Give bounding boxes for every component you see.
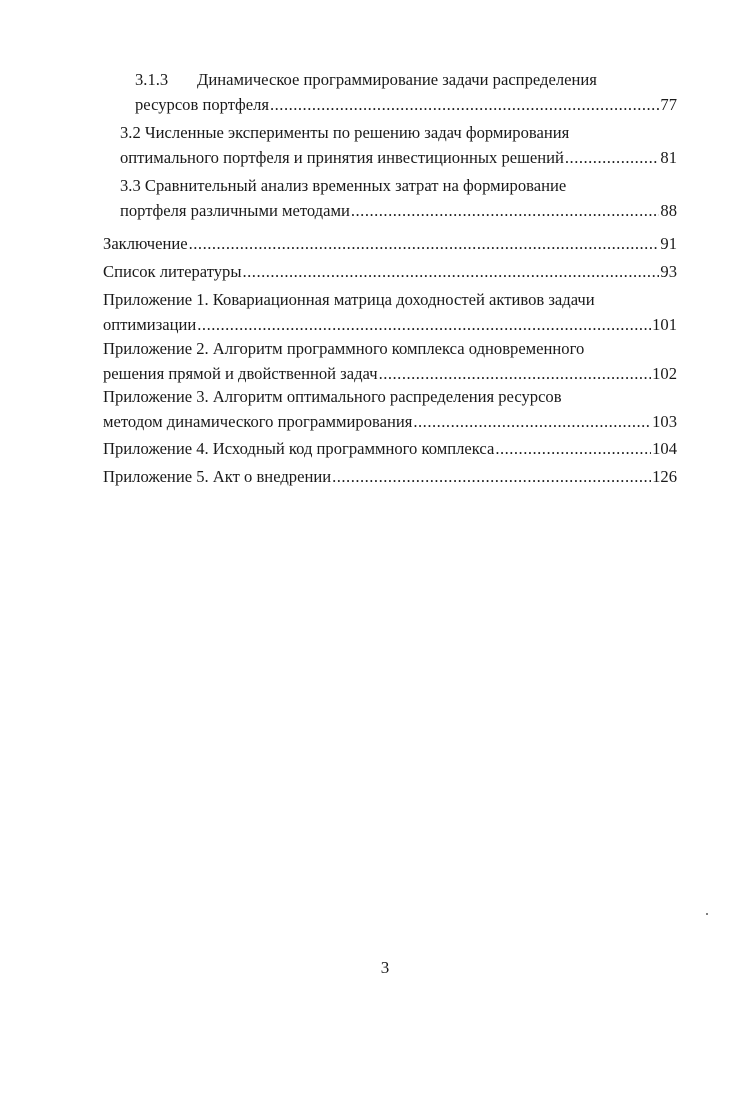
page-number: 3 bbox=[380, 958, 390, 977]
toc-leader-dots bbox=[351, 201, 660, 221]
toc-leader-dots bbox=[413, 412, 651, 432]
toc-entry-title: 3.2 Численные эксперименты по решению задач формирования bbox=[120, 123, 570, 142]
toc-entry-title: Приложение 2. Алгоритм программного комплекса одновременного bbox=[103, 339, 585, 358]
toc-entry-number: 3.1.3 bbox=[135, 70, 169, 89]
toc-entry-title: Приложение 1. Ковариационная матрица доходностей активов задачи bbox=[103, 290, 595, 309]
toc-entry-title-continued: оптимизации bbox=[103, 315, 197, 334]
toc-entry-title: 3.3 Сравнительный анализ временных затрат на формирование bbox=[120, 176, 567, 195]
toc-page-number: 81 bbox=[660, 148, 677, 167]
toc-entry-title-continued: решения прямой и двойственной задач bbox=[103, 364, 378, 383]
toc-entry-title: Список литературы bbox=[103, 262, 242, 281]
toc-leader-dots bbox=[495, 439, 651, 459]
toc-entry-title: Приложение 5. Акт о внедрении bbox=[103, 467, 332, 486]
toc-leader-dots bbox=[332, 467, 651, 487]
toc-page-number: 91 bbox=[660, 234, 677, 253]
toc-entry-title: Заключение bbox=[103, 234, 188, 253]
toc-page-number: 88 bbox=[660, 201, 677, 220]
toc-page-number: 102 bbox=[652, 364, 677, 383]
toc-page-number: 104 bbox=[652, 439, 677, 458]
toc-entry-title-continued: оптимального портфеля и принятия инвестиционных решений bbox=[120, 148, 564, 167]
toc-leader-dots bbox=[197, 315, 651, 335]
toc-leader-dots bbox=[379, 364, 652, 384]
toc-page-number: 103 bbox=[652, 412, 677, 431]
toc-entry-title: Приложение 4. Исходный код программного комплекса bbox=[103, 439, 495, 458]
toc-page-number: 101 bbox=[652, 315, 677, 334]
toc-entry-title-continued: портфеля различными методами bbox=[120, 201, 350, 220]
toc-entry-title-continued: ресурсов портфеля bbox=[135, 95, 269, 114]
toc-leader-dots bbox=[243, 262, 660, 282]
toc-entry-title: Приложение 3. Алгоритм оптимального распределения ресурсов bbox=[103, 387, 562, 406]
toc-entry-title-continued: методом динамического программирования bbox=[103, 412, 413, 431]
toc-entry-title: Динамическое программирование задачи распределения bbox=[197, 70, 597, 89]
toc-leader-dots bbox=[189, 234, 660, 254]
toc-leader-dots bbox=[565, 148, 660, 168]
scan-speck bbox=[706, 913, 708, 915]
toc-page-number: 126 bbox=[652, 467, 677, 486]
toc-leader-dots bbox=[270, 95, 659, 115]
toc-page-number: 77 bbox=[660, 95, 677, 114]
toc-page-number: 93 bbox=[660, 262, 677, 281]
